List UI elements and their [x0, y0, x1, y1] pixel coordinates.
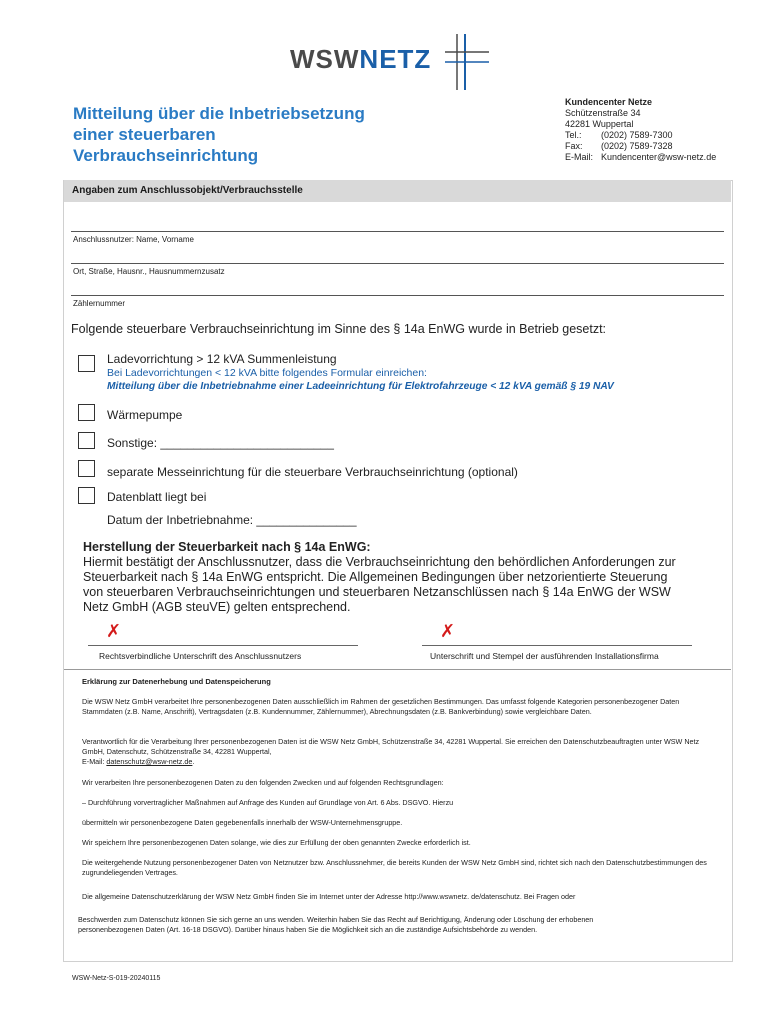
privacy-paragraph-2: Verantwortlich für die Verarbeitung Ihrer personenbezogenen Daten ist die WSW Netz GmbH, Schützenstraße 34, 42281 Wuppertal. Sie erreichen den Datenschutzbeauftragten unter WSW Netz GmbH, Datenschutz, Schützenstraße 34, 42281 Wuppertal, E-Mail: datenschutz@wsw-netz.de. [82, 737, 700, 766]
charging-checkbox[interactable] [78, 355, 95, 372]
contact-street: Schützenstraße 34 [565, 108, 641, 118]
logo-netz: NETZ [359, 44, 432, 74]
signature-field-customer[interactable] [88, 645, 358, 646]
logo-grid-icon [445, 32, 491, 92]
privacy-paragraph-5: übermitteln wir personenbezogene Daten gegebenenfalls innerhalb der WSW-Unternehmensgruppe. [82, 818, 403, 827]
privacy-paragraph-1: Die WSW Netz GmbH verarbeitet Ihre personenbezogenen Daten ausschließlich im Rahmen der gesetzlichen Bestimmungen. Das umfasst folgende Kategorien personenbezogener Daten Stammdaten (z.B. Name, Anschrift), Vertragsdaten (z.B. Kundennummer, Zählernummer), Abrechnungsdaten (z.B. Bankverbindung) sowie vergleichbare Daten. [82, 697, 680, 716]
privacy-paragraph-9: Beschwerden zum Datenschutz können Sie sich gerne an uns wenden. Weiterhin haben Sie das Recht auf Berichtigung, Änderung oder Löschung der erhobenen personenbezogenen Daten (Art. 16-18 DSGVO). Darüber hinaus haben Sie die Möglichkeit sich an die zuständige Aufsichtsbehörde zu wenden. [78, 915, 594, 934]
address-field-label: Ort, Straße, Hausnr., Hausnummernzusatz [73, 267, 225, 276]
document-title [73, 103, 413, 166]
controllability-text: Hiermit bestätigt der Anschlussnutzer, dass die Verbrauchseinrichtung den behördlichen Anforderungen zur Steuerbarkeit nach § 14a EnWG entspricht. Die Allgemeinen Bedingungen über netzorientierte Steuerung von steuerbaren Verbrauchseinrichtungen und steuerbaren Netzanschlüssen nach § 14a EnWG der WSW Netz GmbH (AGB steuVE) gelten entsprechend. [83, 555, 676, 614]
section-divider [64, 669, 731, 670]
meter-number-label: Zählernummer [73, 299, 126, 308]
other-checkbox[interactable] [78, 432, 95, 449]
metering-label: separate Messeinrichtung für die steuerbare Verbrauchseinrichtung (optional) [107, 465, 518, 479]
controllability-heading: Herstellung der Steuerbarkeit nach § 14a EnWG: [83, 540, 371, 554]
address-field[interactable] [71, 263, 724, 264]
privacy-email-link[interactable]: datenschutz@wsw-netz.de [106, 757, 193, 766]
privacy-paragraph-3: Wir verarbeiten Ihre personenbezogenen Daten zu den folgenden Zwecken und auf folgenden Rechtsgrundlagen: [82, 778, 444, 787]
title-line-2: einer steuerbaren [73, 125, 216, 144]
contact-heading: Kundencenter Netze [565, 97, 653, 107]
document-code: WSW-Netz-S-019-20240115 [72, 975, 161, 982]
privacy-paragraph-4: – Durchführung vorvertraglicher Maßnahmen auf Anfrage des Kunden auf Grundlage von Art. 6 Abs. DSGVO. Hierzu [82, 798, 454, 807]
title-line-1: Mitteilung über die Inbetriebsetzung [73, 104, 365, 123]
heatpump-label: Wärmepumpe [107, 408, 183, 422]
privacy-heading: Erklärung zur Datenerhebung und Datenspeicherung [82, 677, 271, 686]
charging-label: Ladevorrichtung > 12 kVA Summenleistung [107, 352, 337, 366]
name-field-label: Anschlussnutzer: Name, Vorname [73, 235, 194, 244]
controllability-block [83, 540, 683, 615]
datasheet-checkbox[interactable] [78, 487, 95, 504]
contact-email: E-Mail: Kundencenter@wsw-netz.de [565, 152, 717, 162]
contact-tel: Tel.: (0202) 7589-7300 [565, 130, 673, 140]
title-line-3: Verbrauchseinrichtung [73, 146, 259, 165]
signature-field-installer[interactable] [422, 645, 692, 646]
heatpump-checkbox[interactable] [78, 404, 95, 421]
meter-number-field[interactable] [71, 295, 724, 296]
contact-fax: Fax: (0202) 7589-7328 [565, 141, 673, 151]
datasheet-label: Datenblatt liegt bei [107, 490, 207, 504]
signature-mark-left-icon: ✗ [106, 621, 122, 641]
company-logo [290, 44, 431, 75]
logo-wsw: WSW [290, 44, 360, 74]
privacy-paragraph-8: Die allgemeine Datenschutzerklärung der WSW Netz GmbH finden Sie im Internet unter der Adresse http://www.wswnetz. de/datenschutz. Bei Fragen oder [82, 892, 576, 901]
name-field[interactable] [71, 231, 724, 232]
metering-checkbox[interactable] [78, 460, 95, 477]
commissioning-date-field[interactable]: Datum der Inbetriebnahme: _______________ [107, 513, 357, 527]
other-label: Sonstige: __________________________ [107, 436, 334, 450]
contact-city: 42281 Wuppertal [565, 119, 634, 129]
charging-note: Bei Ladevorrichtungen < 12 kVA bitte folgendes Formular einreichen: [107, 367, 427, 379]
intro-text: Folgende steuerbare Verbrauchseinrichtung im Sinne des § 14a EnWG wurde in Betrieb gesetzt: [71, 322, 607, 336]
signature-mark-right-icon: ✗ [440, 621, 456, 641]
signature-label-installer: Unterschrift und Stempel der ausführenden Installationsfirma [430, 651, 659, 661]
signature-label-customer: Rechtsverbindliche Unterschrift des Anschlussnutzers [99, 651, 302, 661]
privacy-paragraph-7: Die weitergehende Nutzung personenbezogener Daten von Netznutzer bzw. Anschlussnehmer, die bereits Kunden der WSW Netz GmbH sind, richtet sich nach den Datenschutzbestimmungen des zugrundeliegenden Vertrages. [82, 858, 707, 877]
charging-form-link[interactable]: Mitteilung über die Inbetriebnahme einer Ladeeinrichtung für Elektrofahrzeuge < 12 kVA gemäß § 19 NAV [107, 381, 614, 392]
privacy-paragraph-6: Wir speichern Ihre personenbezogenen Daten solange, wie dies zur Erfüllung der oben genannten Zwecke erforderlich ist. [82, 838, 471, 847]
section-heading: Angaben zum Anschlussobjekt/Verbrauchsstelle [64, 180, 731, 202]
contact-block [565, 97, 716, 163]
